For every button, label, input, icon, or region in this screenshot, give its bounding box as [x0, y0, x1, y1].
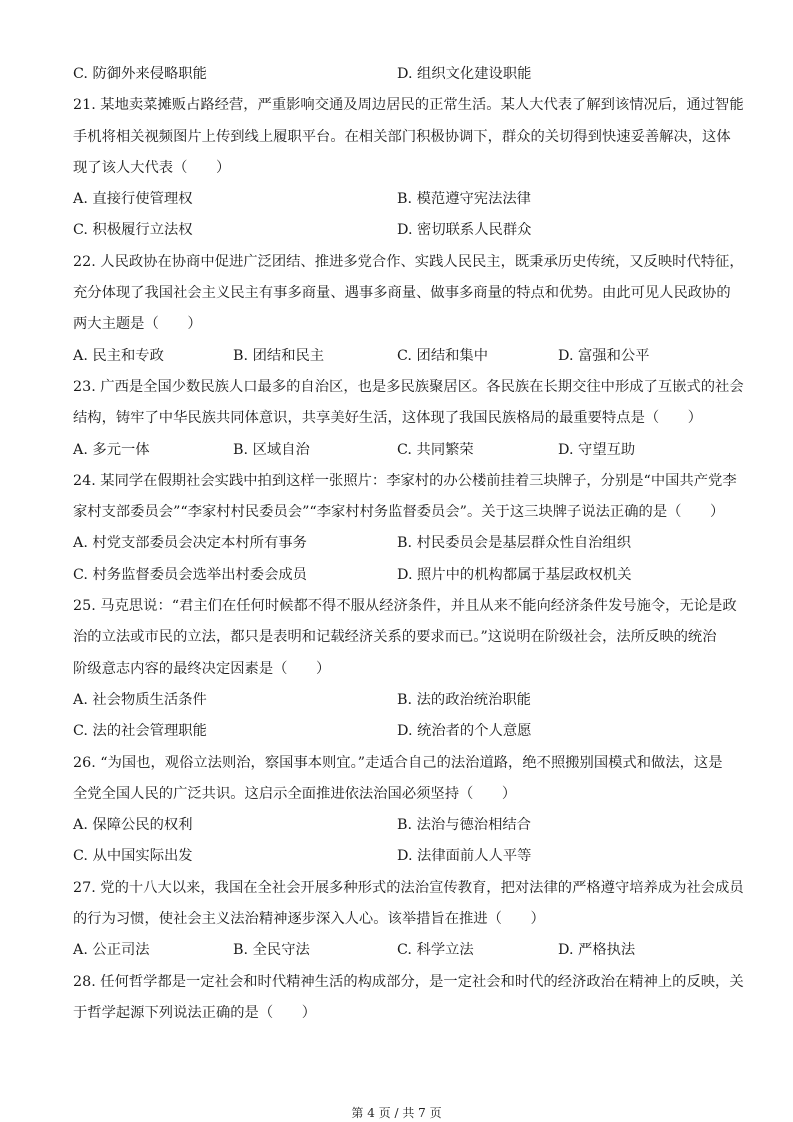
answer-option: C. 法的社会管理职能: [73, 723, 207, 740]
answer-options-row: [73, 685, 728, 716]
question-text-line: 全党全国人民的广泛共识。这启示全面推进依法治国必须坚持（ ）: [73, 785, 517, 802]
question-text-line: 结构，铸牢了中华民族共同体意识，共享美好生活，这体现了我国民族格局的最重要特点是（ ）: [73, 410, 703, 427]
question-text-line: 现了该人大代表（ ）: [73, 159, 231, 176]
answer-options-row: [73, 528, 728, 559]
question-text-line: 阶级意志内容的最终决定因素是（ ）: [73, 660, 331, 677]
question-text-line: 两大主题是（ ）: [73, 316, 202, 333]
answer-option: C. 科学立法: [397, 942, 474, 959]
answer-option: B. 全民守法: [233, 942, 310, 959]
answer-option: C. 防御外来侵略职能: [73, 66, 207, 82]
answer-option: A. 保障公民的权利: [73, 817, 193, 834]
answer-option: C. 团结和集中: [397, 347, 489, 364]
answer-options-row: [73, 716, 728, 747]
answer-options-row: [73, 435, 728, 466]
answer-options-row: [73, 59, 728, 90]
question-text-line: 的行为习惯，使社会主义法治精神逐步深入人心。该举措旨在推进（ ）: [73, 911, 545, 928]
answer-option: D. 统治者的个人意愿: [397, 723, 532, 740]
answer-option: B. 法治与德治相结合: [397, 817, 531, 834]
answer-option: A. 村党支部委员会决定本村所有事务: [73, 535, 307, 552]
answer-option: D. 密切联系人民群众: [397, 222, 532, 239]
answer-options-row: [73, 215, 728, 246]
answer-option: C. 共同繁荣: [397, 441, 474, 458]
answer-option: A. 公正司法: [73, 942, 150, 959]
answer-option: D. 富强和公平: [558, 347, 650, 364]
question-text-line: 23. 广西是全国少数民族人口最多的自治区，也是多民族聚居区。各民族在长期交往中形成了互嵌式的社会: [73, 378, 744, 395]
answer-option: B. 模范遵守宪法法律: [397, 191, 531, 208]
page-footer: 第 4 页 / 共 7 页: [351, 1106, 442, 1120]
answer-options-row: [73, 560, 728, 591]
question-text-line: 21. 某地卖菜摊贩占路经营，严重影响交通及周边居民的正常生活。某人大代表了解到该情况后，通过智能: [73, 97, 744, 114]
answer-option: A. 直接行使管理权: [73, 191, 193, 208]
answer-option: D. 守望互助: [558, 441, 636, 458]
question-text-line: 26. “为国也，观俗立法则治，察国事本则宜。”走适合自己的法治道路，绝不照搬别国模式和做法，这是: [73, 754, 723, 771]
answer-options-row: [73, 810, 728, 841]
question-text-line: 24. 某同学在假期社会实践中拍到这样一张照片：李家村的办公楼前挂着三块牌子，分别是“中国共产党李: [73, 472, 737, 489]
question-text-line: 手机将相关视频图片上传到线上履职平台。在相关部门积极协调下，群众的关切得到快速妥善解决，这体: [73, 128, 731, 145]
answer-option: A. 社会物质生活条件: [73, 691, 207, 708]
answer-option: B. 法的政治统治职能: [397, 691, 531, 708]
question-text-line: 28. 任何哲学都是一定社会和时代精神生活的构成部分，是一定社会和时代的经济政治在精神上的反映，关: [73, 973, 744, 990]
answer-options-row: [73, 184, 728, 215]
answer-option: D. 照片中的机构都属于基层政权机关: [397, 566, 632, 583]
answer-option: D. 组织文化建设职能: [397, 66, 532, 82]
question-text-line: 27. 党的十八大以来，我国在全社会开展多种形式的法治宣传教育，把对法律的严格遵守培养成为社会成员: [73, 879, 744, 896]
answer-option: C. 村务监督委员会选举出村委会成员: [73, 566, 307, 583]
answer-options-row: [73, 341, 728, 372]
answer-option: D. 严格执法: [558, 942, 636, 959]
answer-options-row: [73, 841, 728, 872]
question-text-line: 25. 马克思说：“君主们在任何时候都不得不服从经济条件，并且从来不能向经济条件发号施令，无论是政: [73, 598, 737, 615]
answer-option: B. 村民委员会是基层群众性自治组织: [397, 535, 632, 552]
answer-option: D. 法律面前人人平等: [397, 848, 532, 865]
answer-option: C. 从中国实际出发: [73, 848, 193, 865]
question-text-line: 22. 人民政协在协商中促进广泛团结、推进多党合作、实践人民民主，既秉承历史传统，又反映时代特征，: [73, 253, 744, 270]
question-text-line: 治的立法或市民的立法，都只是表明和记载经济关系的要求而已。”这说明在阶级社会，法所反映的统治: [73, 629, 717, 646]
answer-option: A. 多元一体: [73, 441, 150, 458]
answer-option: C. 积极履行立法权: [73, 222, 193, 239]
answer-option: B. 团结和民主: [233, 347, 325, 364]
answer-option: A. 民主和专政: [73, 347, 164, 364]
question-text-line: 于哲学起源下列说法正确的是（ ）: [73, 1004, 317, 1021]
question-text-line: 充分体现了我国社会主义民主有事多商量、遇事多商量、做事多商量的特点和优势。由此可见人民政协的: [73, 285, 731, 302]
answer-options-row: [73, 935, 728, 966]
answer-option: B. 区域自治: [233, 441, 310, 458]
question-text-line: 家村支部委员会”“李家村村民委员会”“李家村村务监督委员会”。关于这三块牌子说法正确的是（ ）: [73, 504, 725, 521]
page-content: [73, 59, 744, 1029]
